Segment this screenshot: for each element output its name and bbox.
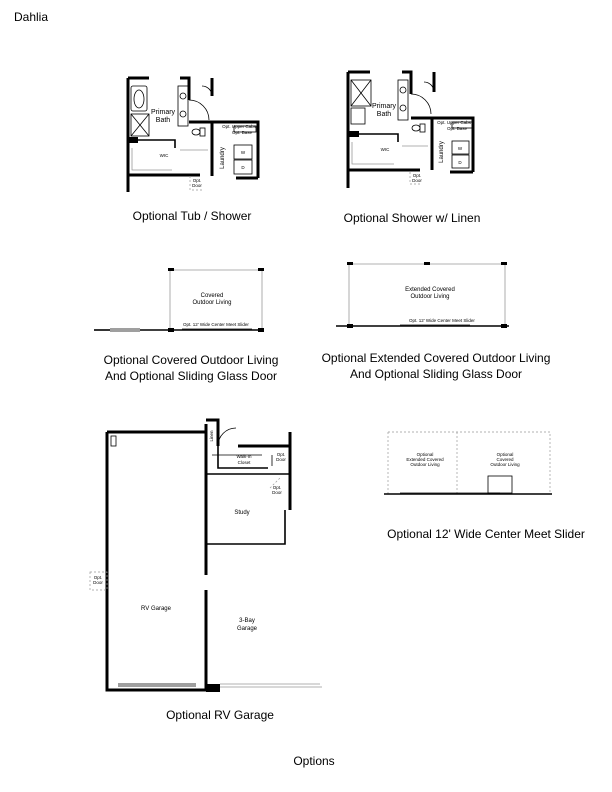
plan-covered-outdoor xyxy=(94,268,264,332)
study-opt-door-label-1: Opt. xyxy=(272,485,282,490)
walkin-closet-label-2: Closet xyxy=(237,460,251,465)
caption-covered-outdoor xyxy=(66,352,316,384)
extended-outdoor-label-2: Outdoor Living xyxy=(410,294,450,300)
covered-outdoor-label-1: Covered xyxy=(200,293,224,299)
laundry-label: Laundry xyxy=(220,147,226,169)
caption-shower-linen: Optional Shower w/ Linen xyxy=(343,211,481,225)
garage-opt-door-label-1: Opt. xyxy=(93,575,103,580)
caption-tub-shower: Optional Tub / Shower xyxy=(132,209,252,223)
upper-cabs-label-1: Opt. Upper Cabs xyxy=(222,124,256,129)
opt-door-label-2: Door xyxy=(412,178,422,183)
primary-bath-label-2: Bath xyxy=(155,117,171,124)
washer-label: W xyxy=(240,150,246,155)
slider-label: Opt. 12' Wide Center Meet Slider xyxy=(409,318,475,323)
opt-door-label-1: Opt. xyxy=(412,173,422,178)
plan-tub-shower xyxy=(128,78,258,192)
slider-left-label-1: Optional xyxy=(416,452,434,457)
dryer-label: D xyxy=(241,165,245,170)
opt-door-label-1: Opt. xyxy=(192,178,202,183)
laundry-label: Laundry xyxy=(439,141,445,163)
upper-cabs-label-1: Opt. Upper Cabs xyxy=(437,120,471,125)
caption-covered-outdoor-line1: Optional Covered Outdoor Living xyxy=(103,353,279,367)
caption-extended-outdoor-line2: And Optional Sliding Glass Door xyxy=(349,367,523,381)
rv-garage-label: RV Garage xyxy=(141,606,171,612)
dryer-label: D xyxy=(458,160,462,165)
extended-outdoor-label-1: Extended Covered xyxy=(405,287,455,293)
footer-options-label: Options xyxy=(293,754,335,768)
closet-opt-door-label-2: Door xyxy=(276,457,286,462)
walkin-closet-label-1: Walk-In xyxy=(236,454,252,459)
garage-opt-door-label-2: Door xyxy=(93,580,103,585)
washer-label: W xyxy=(457,146,463,151)
page-title: Dahlia xyxy=(14,10,49,24)
wic-label: WIC xyxy=(380,147,390,152)
linen-label: Linen xyxy=(209,430,214,442)
plan-extended-covered-outdoor xyxy=(336,262,509,328)
slider-left-label-2: Extended Covered xyxy=(406,457,444,462)
upper-cabs-label-2: Opt. Base xyxy=(231,130,253,135)
slider-right-label-1: Optional xyxy=(496,452,514,457)
plan-shower-linen xyxy=(348,72,473,188)
primary-bath-label-1: Primary xyxy=(150,109,176,116)
slider-right-label-2: Covered xyxy=(496,457,514,462)
wic-label: WIC xyxy=(159,153,169,158)
study-label: Study xyxy=(234,510,250,516)
three-bay-garage-label-1: 3-Bay xyxy=(239,618,255,624)
covered-outdoor-label-2: Outdoor Living xyxy=(192,300,232,306)
caption-extended-outdoor-line1: Optional Extended Covered Outdoor Living xyxy=(321,351,551,365)
plan-center-meet-slider xyxy=(384,432,552,494)
caption-extended-covered-outdoor xyxy=(306,350,566,382)
caption-rv-garage: Optional RV Garage xyxy=(166,708,274,722)
slider-left-label-3: Outdoor Living xyxy=(410,462,440,467)
caption-center-meet-slider: Optional 12' Wide Center Meet Slider xyxy=(387,527,585,541)
primary-bath-label-2: Bath xyxy=(376,111,392,118)
primary-bath-label-1: Primary xyxy=(371,103,397,110)
slider-right-label-3: Outdoor Living xyxy=(490,462,520,467)
opt-door-label-2: Door xyxy=(192,183,202,188)
closet-opt-door-label-1: Opt. xyxy=(276,452,286,457)
slider-label: Opt. 12' Wide Center Meet Slider xyxy=(183,322,249,327)
caption-covered-outdoor-line2: And Optional Sliding Glass Door xyxy=(104,369,278,383)
plan-rv-garage xyxy=(90,420,322,692)
upper-cabs-label-2: Opt. Base xyxy=(446,126,468,131)
study-opt-door-label-2: Door xyxy=(272,490,282,495)
three-bay-garage-label-2: Garage xyxy=(236,626,258,632)
